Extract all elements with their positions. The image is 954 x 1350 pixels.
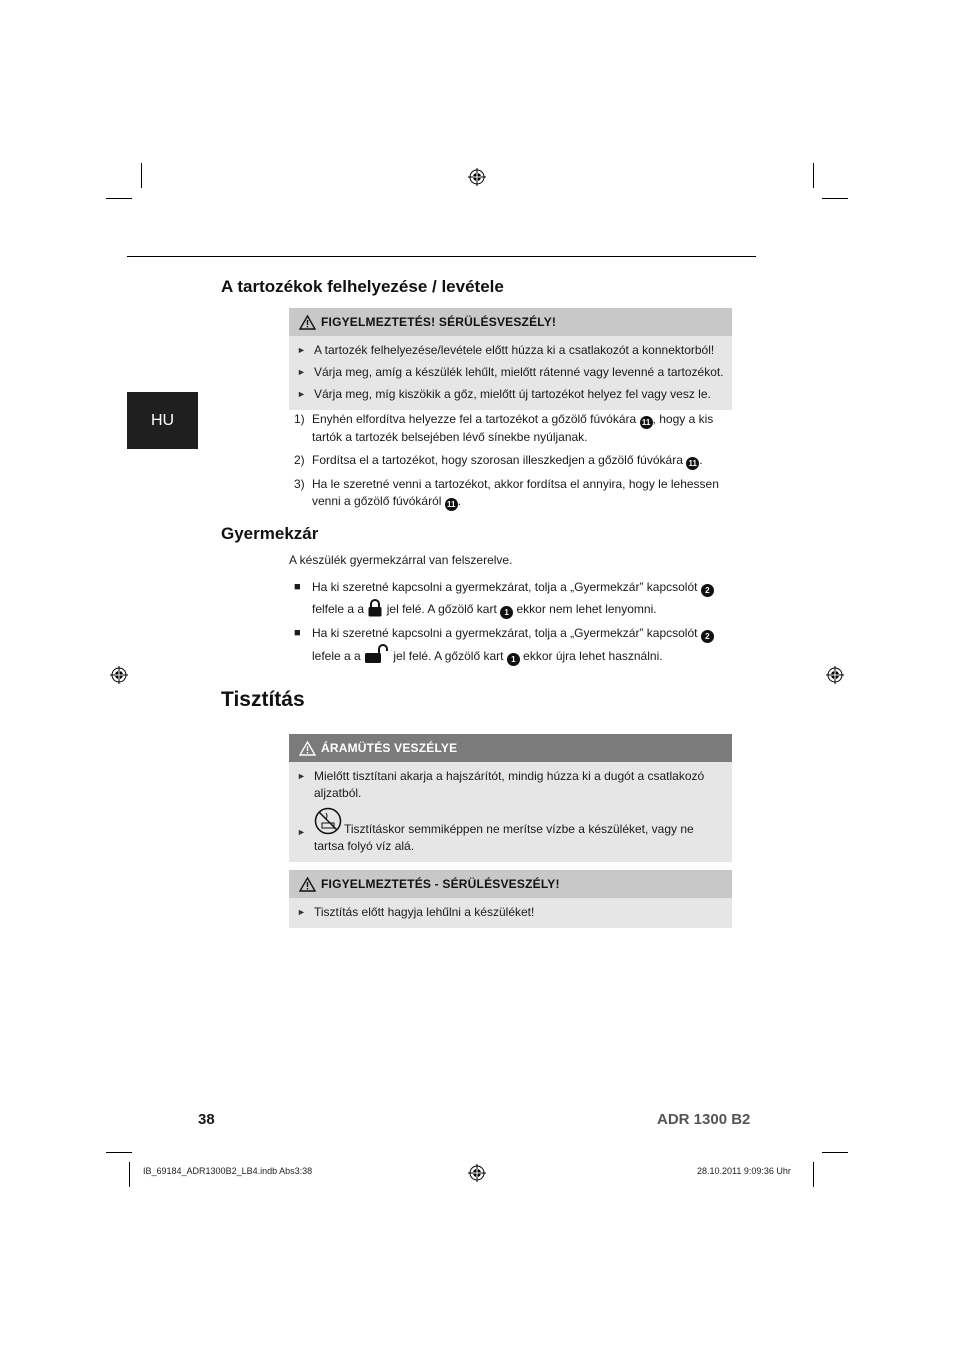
print-slug-date: 28.10.2011 9:09:36 Uhr: [697, 1166, 791, 1176]
list-item: ► Tisztításkor semmiképpen ne merítse vízbe a készüléket, vagy ne tartsa folyó víz alá.: [297, 805, 724, 858]
list-item: ► Várja meg, amíg a készülék lehűlt, mielőtt rátenné vagy levenné a tartozékot.: [297, 365, 724, 379]
warning-triangle-icon: [299, 741, 316, 756]
list-item: ► Tisztítás előtt hagyja lehűlni a készüléket!: [297, 905, 535, 919]
model-name: ADR 1300 B2: [657, 1111, 751, 1128]
crop-mark: [822, 198, 848, 199]
warning-header: [289, 308, 732, 336]
warning-header-text: FIGYELMEZTETÉS! SÉRÜLÉSVESZÉLY!: [321, 315, 557, 329]
part-number-badge: 1: [507, 653, 520, 666]
crop-mark: [106, 198, 132, 199]
registration-mark-icon: [468, 168, 486, 186]
warning-box-injury: [289, 308, 732, 410]
list-item: ■ Ha ki szeretné kapcsolni a gyermekzárat, tolja a „Gyermekzár” kapcsolót 2 felfele a a jel felé. A gőzölő kart 1 ekkor nem lehet lenyomni.: [294, 576, 734, 620]
list-item: ► Várja meg, míg kiszökik a gőz, mielőtt új tartozékot helyez fel vagy vesz le.: [297, 387, 711, 401]
part-number-badge: 11: [686, 457, 699, 470]
arrow-bullet-icon: ►: [297, 771, 306, 781]
warning-body: [289, 898, 732, 928]
warning-box-electric: [289, 734, 732, 862]
no-water-immersion-icon: [314, 807, 342, 835]
step-item: 2) Fordítsa el a tartozékot, hogy szorosan illeszkedjen a gőzölő fúvókára 11 .: [294, 453, 703, 468]
part-number-badge: 11: [640, 416, 653, 429]
arrow-bullet-icon: ►: [297, 827, 306, 837]
list-item: ► Mielőtt tisztítani akarja a hajszárítót, mindig húzza ki a dugót a csatlakozó aljzatból.: [297, 769, 705, 800]
warning-header: [289, 734, 732, 762]
warning-header-text: ÁRAMÜTÉS VESZÉLYE: [321, 741, 458, 755]
part-number-badge: 2: [701, 584, 714, 597]
lock-open-icon: [364, 644, 390, 664]
warning-triangle-icon: [299, 877, 316, 892]
warning-header-text: FIGYELMEZTETÉS - SÉRÜLÉSVESZÉLY!: [321, 877, 560, 891]
section-title-cleaning: Tisztítás: [221, 688, 305, 711]
crop-mark: [813, 163, 814, 188]
registration-mark-icon: [826, 666, 844, 684]
square-bullet-icon: ■: [294, 581, 301, 593]
part-number-badge: 2: [701, 630, 714, 643]
list-item: ► A tartozék felhelyezése/levétele előtt húzza ki a csatlakozót a konnektorból!: [297, 343, 715, 357]
lock-closed-icon: [367, 599, 383, 617]
warning-box-injury-cleaning: [289, 870, 732, 928]
childlock-intro: A készülék gyermekzárral van felszerelve.: [289, 553, 513, 567]
warning-triangle-icon: [299, 315, 316, 330]
header-rule: [127, 256, 756, 257]
part-number-badge: 1: [500, 606, 513, 619]
part-number-badge: 11: [445, 498, 458, 511]
crop-mark: [813, 1162, 814, 1187]
page-number: 38: [198, 1111, 215, 1128]
registration-mark-icon: [110, 666, 128, 684]
step-item: 1) Enyhén elfordítva helyezze fel a tartozékot a gőzölő fúvókára 11 , hogy a kis tartók a tartozék belsejében lévő sínekbe nyúljanak.: [294, 412, 714, 444]
language-tab: HU: [127, 392, 198, 449]
arrow-bullet-icon: ►: [297, 367, 306, 377]
warning-header: [289, 870, 732, 898]
crop-mark: [141, 163, 142, 188]
section-title-childlock: Gyermekzár: [221, 524, 319, 543]
registration-mark-icon: [468, 1164, 486, 1182]
print-slug-file: IB_69184_ADR1300B2_LB4.indb Abs3:38: [143, 1166, 313, 1176]
crop-mark: [822, 1152, 848, 1153]
step-item: 3) Ha le szeretné venni a tartozékot, akkor fordítsa el annyira, hogy le lehessen venni a gőzölő fúvókáról 11 .: [294, 477, 719, 509]
section-title-accessories: A tartozékok felhelyezése / levétele: [221, 277, 504, 296]
arrow-bullet-icon: ►: [297, 907, 306, 917]
crop-mark: [129, 1162, 130, 1187]
arrow-bullet-icon: ►: [297, 389, 306, 399]
crop-mark: [106, 1152, 132, 1153]
square-bullet-icon: ■: [294, 627, 301, 639]
list-item: ■ Ha ki szeretné kapcsolni a gyermekzárat, tolja a „Gyermekzár” kapcsolót 2 lefele a a jel felé. A gőzölő kart 1 ekkor újra lehet használni.: [294, 622, 734, 667]
warning-body: [289, 336, 732, 410]
warning-body: [289, 762, 732, 862]
arrow-bullet-icon: ►: [297, 345, 306, 355]
